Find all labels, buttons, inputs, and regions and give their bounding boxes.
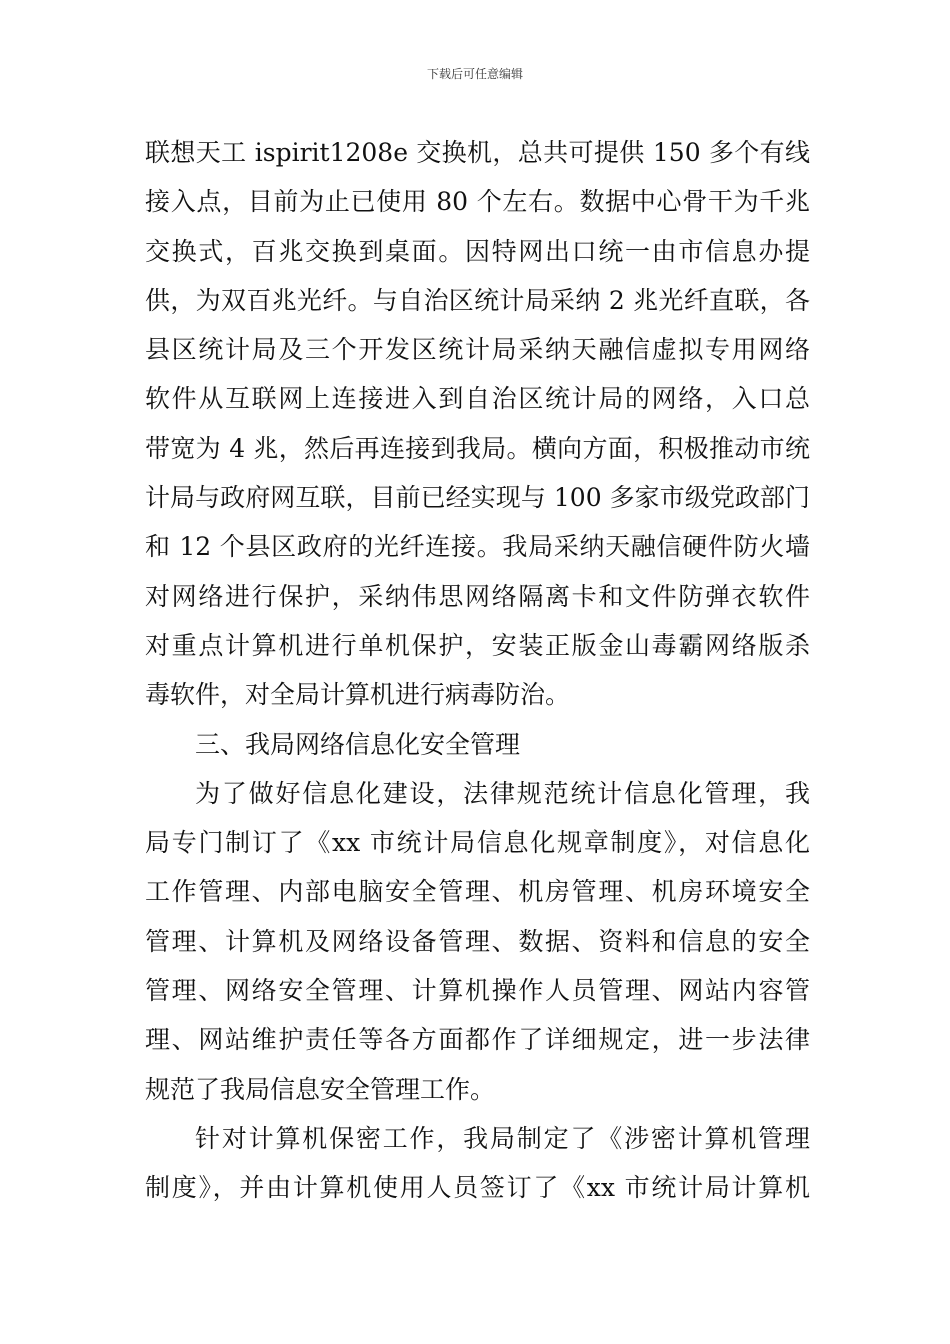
text-line: 带宽为 4 兆，然后再连接到我局。横向方面，积极推动市统 [145,433,810,463]
text-line: 理、网站维护责任等各方面都作了详细规定，进一步法律 [145,1025,810,1055]
text-line: 计局与政府网互联，目前已经实现与 100 多家市级党政部门 [145,483,810,513]
paragraph-first-line: 针对计算机保密工作，我局制定了《涉密计算机管理 [195,1123,810,1153]
text-line: 管理、计算机及网络设备管理、数据、资料和信息的安全 [145,926,810,956]
text-line: 对重点计算机进行单机保护，安装正版金山毒霸网络版杀 [145,630,810,660]
page-header-note: 下载后可任意编辑 [426,67,523,81]
text-line: 规范了我局信息安全管理工作。 [145,1074,496,1104]
text-line: 工作管理、内部电脑安全管理、机房管理、机房环境安全 [145,877,810,907]
text-line: 对网络进行保护，采纳伟思网络隔离卡和文件防弹衣软件 [145,581,810,611]
text-line: 接入点，目前为止已使用 80 个左右。数据中心骨干为千兆 [145,187,810,217]
text-line: 管理、网络安全管理、计算机操作人员管理、网站内容管 [145,976,810,1006]
text-line: 联想天工 ispirit1208e 交换机，总共可提供 150 多个有线 [145,138,810,167]
document-body [145,128,810,1213]
paragraph-first-line: 为了做好信息化建设，法律规范统计信息化管理，我 [195,778,810,808]
text-line: 交换式，百兆交换到桌面。因特网出口统一由市信息办提 [145,236,810,266]
text-line: 制度》，并由计算机使用人员签订了《xx 市统计局计算机 [145,1173,810,1203]
text-line: 软件从互联网上连接进入到自治区统计局的网络，入口总 [145,384,810,414]
text-line: 供，为双百兆光纤。与自治区统计局采纳 2 兆光纤直联，各 [145,285,810,315]
text-line: 毒软件，对全局计算机进行病毒防治。 [145,680,571,710]
text-line: 和 12 个县区政府的光纤连接。我局采纳天融信硬件防火墙 [145,532,810,562]
section-heading: 三、我局网络信息化安全管理 [195,729,521,759]
text-line: 局专门制订了《xx 市统计局信息化规章制度》，对信息化 [145,828,810,858]
text-line: 县区统计局及三个开发区统计局采纳天融信虚拟专用网络 [145,335,810,365]
